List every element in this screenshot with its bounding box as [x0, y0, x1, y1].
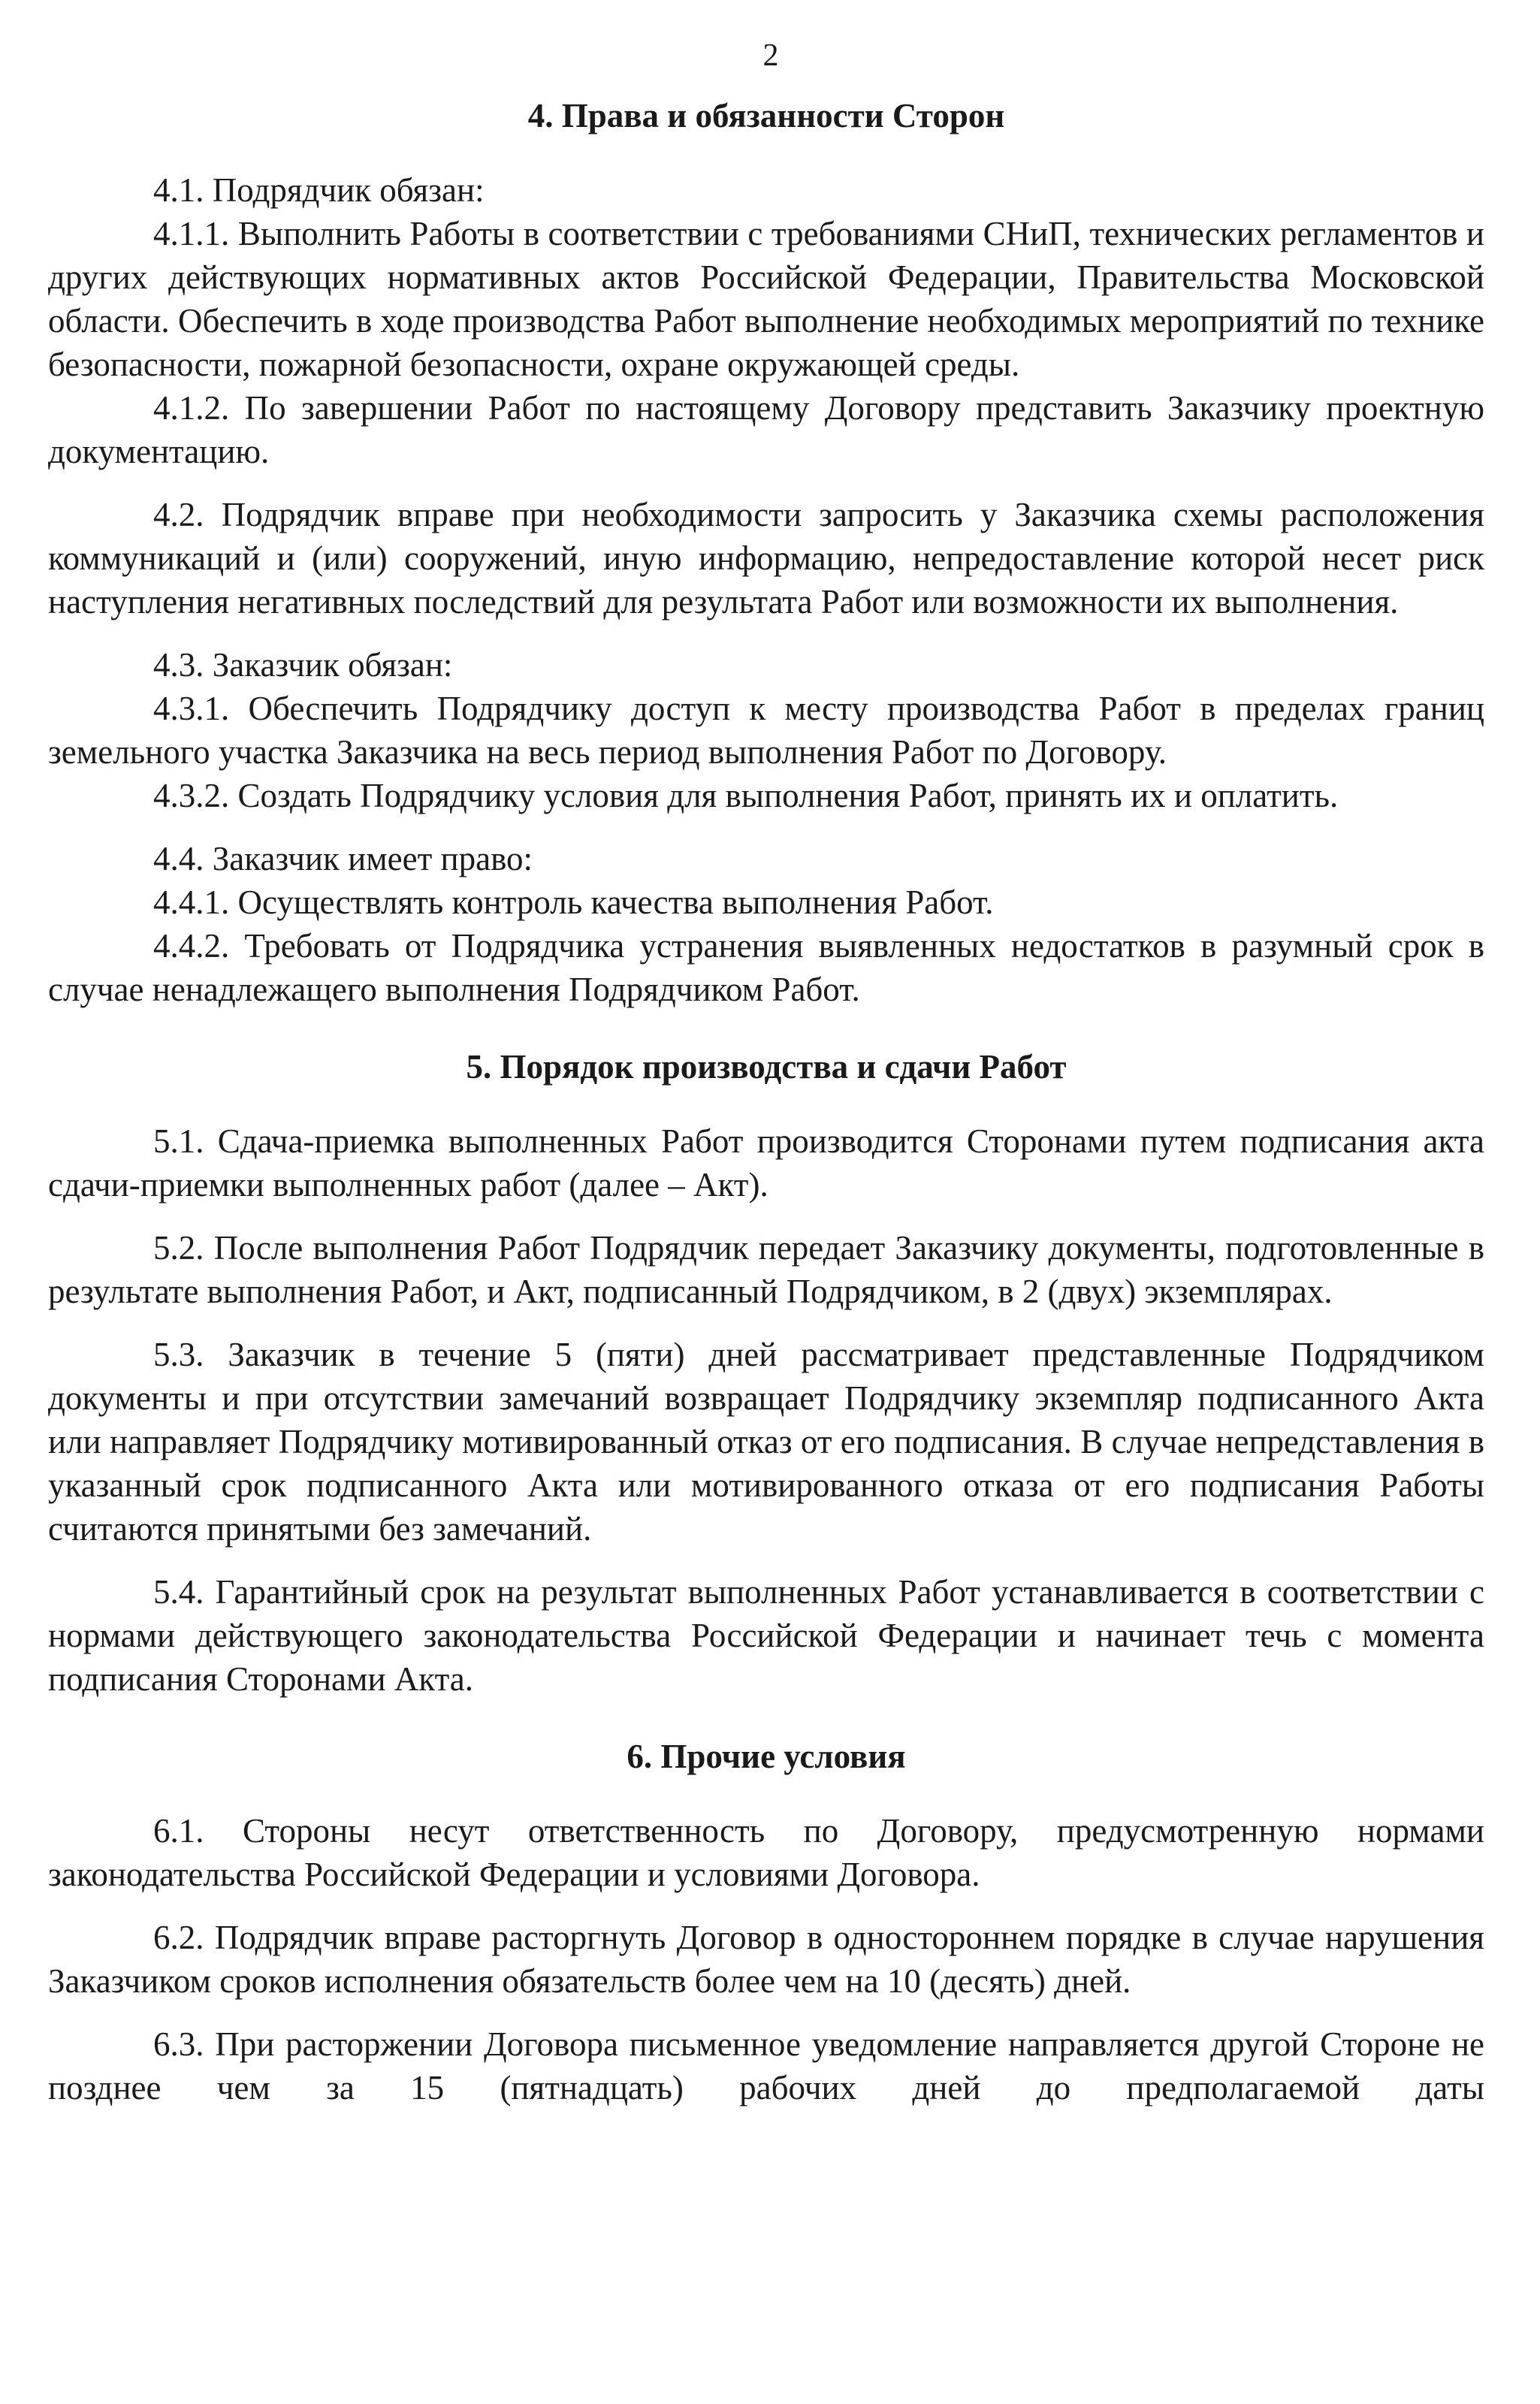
clause-4-4-1: 4.4.1. Осуществлять контроль качества выполнения Работ.: [153, 883, 994, 921]
clause-4-4: 4.4. Заказчик имеет право:: [153, 840, 533, 877]
clause-4-1: 4.1. Подрядчик обязан:: [153, 171, 485, 209]
clause-6-3: 6.3. При расторжении Договора письменное уведомление направляется другой Стороне не позднее чем за 15 (пятнадцать) рабочих дней до предполагаемой даты: [48, 2025, 1484, 2107]
clause-6-1: 6.1. Стороны несут ответственность по Договору, предусмотренную нормами законодательства Российской Федерации и условиями Договора.: [48, 1812, 1484, 1893]
clause-4-2: 4.2. Подрядчик вправе при необходимости запросить у Заказчика схемы расположения коммуникаций и (или) сооружений, иную информацию, непредоставление которой несет риск наступления негативных последствий для результата Работ или возможности их выполнения.: [48, 496, 1484, 621]
clause-5-2: 5.2. После выполнения Работ Подрядчик передает Заказчику документы, подготовленные в результате выполнения Работ, и Акт, подписанный Подрядчиком, в 2 (двух) экземплярах.: [48, 1229, 1484, 1310]
clause-6-2: 6.2. Подрядчик вправе расторгнуть Договор в одностороннем порядке в случае нарушения Заказчиком сроков исполнения обязательств более чем на 10 (десять) дней.: [48, 1919, 1484, 2000]
section-5-heading: 5. Порядок производства и сдачи Работ: [466, 1048, 1067, 1086]
clause-5-4: 5.4. Гарантийный срок на результат выполненных Работ устанавливается в соответствии с нормами действующего законодательства Российской Федерации и начинает течь с момента подписания Сторонами Акта.: [48, 1573, 1484, 1698]
page-number: 2: [762, 38, 779, 73]
clause-4-3-1: 4.3.1. Обеспечить Подрядчику доступ к месту производства Работ в пределах границ земельного участка Заказчика на весь период выполнения Работ по Договору.: [48, 690, 1484, 771]
clause-4-1-1: 4.1.1. Выполнить Работы в соответствии с требованиями СНиП, технических регламентов и других действующих нормативных актов Российской Федерации, Правительства Московской области. Обеспечить в ходе производства Работ выполнение необходимых мероприятий по технике безопасности, пожарной безопасности, охране окружающей среды.: [48, 215, 1484, 383]
clause-4-4-2: 4.4.2. Требовать от Подрядчика устранения выявленных недостатков в разумный срок в случае ненадлежащего выполнения Подрядчиком Работ.: [48, 927, 1484, 1008]
clause-5-3: 5.3. Заказчик в течение 5 (пяти) дней рассматривает представленные Подрядчиком документы и при отсутствии замечаний возвращает Подрядчику экземпляр подписанного Акта или направляет Подрядчику мотивированный отказ от его подписания. В случае непредставления в указанный срок подписанного Акта или мотивированного отказа от его подписания Работы считаются принятыми без замечаний.: [48, 1336, 1484, 1548]
clause-5-1: 5.1. Сдача-приемка выполненных Работ производится Сторонами путем подписания акта сдачи-приемки выполненных работ (далее – Акт).: [48, 1122, 1484, 1204]
document-body: [48, 33, 1484, 2110]
clause-4-3: 4.3. Заказчик обязан:: [153, 646, 453, 684]
section-6-heading: 6. Прочие условия: [627, 1738, 906, 1775]
clause-4-1-2: 4.1.2. По завершении Работ по настоящему Договору представить Заказчику проектную документацию.: [48, 389, 1484, 470]
clause-4-3-2: 4.3.2. Создать Подрядчику условия для выполнения Работ, принять их и оплатить.: [153, 777, 1339, 814]
section-4-heading: 4. Права и обязанности Сторон: [527, 97, 1005, 134]
